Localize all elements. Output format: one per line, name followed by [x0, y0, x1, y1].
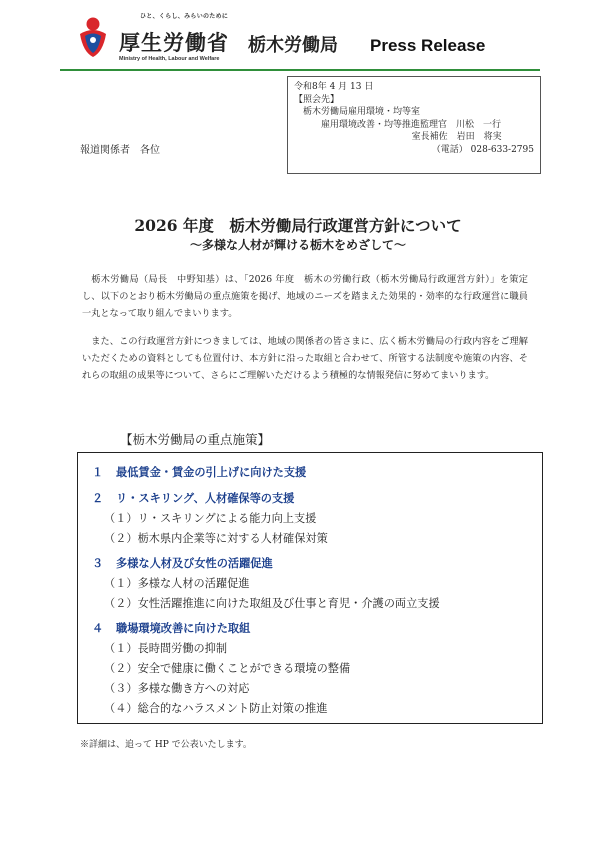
- policy-number: ４: [92, 622, 104, 635]
- policy-subitem: [104, 530, 328, 546]
- policy-label: 職場環境改善に向けた取組: [116, 622, 251, 635]
- inquiry-label: 【照会先】: [294, 94, 340, 105]
- subitem-number: （２）: [104, 532, 138, 545]
- subitem-number: （４）: [104, 702, 138, 715]
- policy-label: リ・スキリング、人材確保等の支援: [116, 492, 295, 505]
- contact-officer-2: 室長補佐 岩田 将実: [411, 132, 502, 142]
- policy-item-4: [92, 620, 250, 636]
- subitem-label: 安全で健康に働くことができる環境の整備: [137, 662, 351, 675]
- subitem-label: 長時間労働の抑制: [137, 642, 228, 655]
- subitem-label: 栃木県内企業等に対する人材確保対策: [137, 532, 328, 545]
- policy-subitem: [104, 510, 316, 526]
- subitem-label: 総合的なハラスメント防止対策の推進: [137, 702, 328, 715]
- policy-number: １: [92, 466, 104, 479]
- subitem-number: （２）: [104, 662, 138, 675]
- document-title: 2026 年度 栃木労働局行政運営方針について: [134, 216, 462, 235]
- policy-item-3: [92, 555, 273, 571]
- bureau-name: 栃木労働局: [248, 35, 338, 56]
- subitem-number: （１）: [104, 577, 138, 590]
- body-paragraph-1: [82, 271, 528, 323]
- body-paragraph-2: [82, 333, 528, 385]
- ministry-english-name: Ministry of Health, Labour and Welfare: [119, 56, 220, 62]
- press-release-label: Press Release: [370, 36, 486, 55]
- policy-subitem: [104, 595, 440, 611]
- policy-subitem: [104, 680, 249, 696]
- section-title: 【栃木労働局の重点施策】: [120, 432, 271, 447]
- header-divider: [60, 69, 540, 71]
- contact-phone: （電話） 028-633-2795: [431, 144, 534, 155]
- policy-label: 多様な人材及び女性の活躍促進: [116, 557, 273, 570]
- policy-number: ３: [92, 557, 104, 570]
- policy-number: ２: [92, 492, 104, 505]
- paragraph-text: 栃木労働局（局長 中野知基）は、「2026 年度 栃木の労働行政（栃木労働局行政運営方針）」を策定し、以下のとおり栃木労働局の重点施策を掲げ、地域のニーズを踏まえた効果的・効率的な行政運営に職員一丸となって取り組んでまいります。: [82, 274, 528, 320]
- release-date: 令和8年 4 月 13 日: [294, 82, 374, 92]
- policy-item-1: [92, 464, 306, 480]
- policy-subitem: [104, 640, 227, 656]
- policy-subitem: [104, 700, 327, 716]
- contact-officer-1: 雇用環境改善・均等推進監理官 川松 一行: [321, 119, 502, 130]
- policy-subitem: [104, 660, 350, 676]
- mhlw-logo-icon: [76, 14, 110, 58]
- document-subtitle: ～多様な人材が輝ける栃木をめざして～: [189, 238, 406, 252]
- subitem-label: 多様な働き方への対応: [137, 682, 250, 695]
- tagline: ひと、くらし、みらいのために: [140, 13, 229, 20]
- subitem-label: 多様な人材の活躍促進: [137, 577, 250, 590]
- subitem-number: （３）: [104, 682, 138, 695]
- footnote: ※詳細は、追って HP で公表いたします。: [80, 740, 252, 750]
- ministry-name: 厚生労働省: [119, 31, 229, 55]
- subitem-number: （１）: [104, 642, 138, 655]
- subitem-label: リ・スキリングによる能力向上支援: [137, 512, 317, 525]
- subitem-number: （２）: [104, 597, 138, 610]
- policy-box: [77, 452, 543, 724]
- recipients: 報道関係者 各位: [80, 145, 160, 156]
- policy-item-2: [92, 490, 294, 506]
- policy-subitem: [104, 575, 249, 591]
- subitem-label: 女性活躍推進に向けた取組及び仕事と育児・介護の両立支援: [137, 597, 440, 610]
- paragraph-text: また、この行政運営方針につきましては、地域の関係者の皆さまに、広く栃木労働局の行政内容をご理解いただくための資料としても位置付け、本方針に沿った取組と合わせて、所管する法制度や施策の内容、それらの取組の成果等について、さらにご理解いただけるよう積極的な情報発信に努めてまいります。: [82, 336, 528, 382]
- contact-office: 栃木労働局雇用環境・均等室: [303, 107, 421, 117]
- policy-label: 最低賃金・賃金の引上げに向けた支援: [116, 466, 307, 479]
- subitem-number: （１）: [104, 512, 138, 525]
- contact-box: [287, 76, 541, 174]
